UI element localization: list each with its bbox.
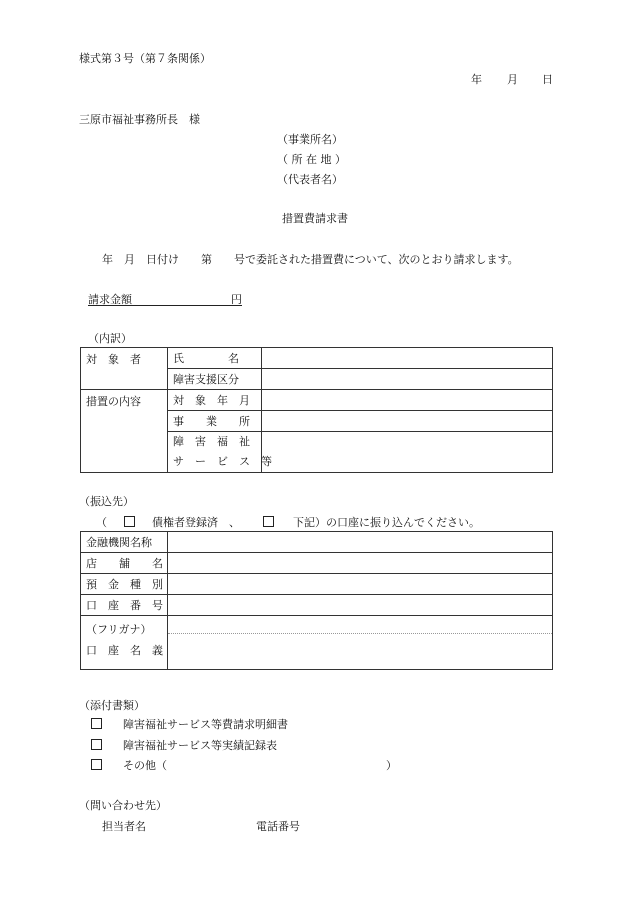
service-label-line2: サ ー ビ ス 等 (173, 455, 272, 468)
target-month-label: 対 象 年 月 (168, 390, 262, 411)
transfer-heading: （振込先） (79, 495, 134, 508)
table-row (81, 390, 553, 411)
representative-label: （代表者名） (277, 173, 343, 186)
account-number-label: 口 座 番 号 (81, 595, 168, 616)
attachment-item (91, 716, 288, 732)
table-row (81, 348, 553, 369)
transfer-instruction (96, 514, 480, 530)
support-level-field[interactable] (262, 369, 553, 390)
deposit-type-label: 預 金 種 別 (81, 574, 168, 595)
branch-label: 店 舗 名 (81, 553, 168, 574)
intro-text: 年 月 日付け 第 号で委託された措置費について、次のとおり請求します。 (102, 253, 519, 266)
account-holder-label: 口 座 名 義 (86, 644, 163, 657)
amount-unit: 円 (231, 293, 242, 306)
support-level-label: 障害支援区分 (168, 369, 262, 390)
below-checkbox[interactable] (263, 516, 274, 527)
attachments-heading: （添付書類） (79, 699, 145, 712)
attachment-label: その他（ (123, 759, 167, 772)
furigana-field[interactable] (168, 616, 552, 634)
registered-checkbox[interactable] (124, 516, 135, 527)
name-label: 氏 名 (168, 348, 262, 369)
date-month-label: 月 (507, 73, 518, 86)
office-name-label: （事業所名） (277, 133, 343, 146)
breakdown-heading: （内訳） (88, 332, 132, 345)
bank-field[interactable] (168, 532, 553, 553)
furigana-label: （フリガナ） (86, 623, 152, 636)
table-row (81, 616, 553, 670)
bank-label: 金融機関名称 (81, 532, 168, 553)
name-field[interactable] (262, 348, 553, 369)
account-holder-cell (81, 616, 168, 670)
target-cell (81, 348, 168, 390)
attachment-checkbox[interactable] (91, 759, 102, 770)
amount-label: 請求金額 (88, 293, 132, 306)
attachment-checkbox[interactable] (91, 718, 102, 729)
document-title: 措置費請求書 (282, 212, 348, 225)
attachment-item (91, 737, 277, 753)
office-field[interactable] (262, 411, 553, 432)
registered-option-label: 債権者登録済 、 (152, 516, 240, 529)
addressee: 三原市福祉事務所長 様 (79, 113, 200, 126)
service-field[interactable] (262, 432, 553, 473)
contact-phone-label: 電話番号 (256, 820, 300, 833)
target-label: 対 象 者 (86, 353, 141, 366)
table-row (81, 553, 553, 574)
attachment-item (91, 757, 167, 773)
deposit-type-field[interactable] (168, 574, 553, 595)
date-day-label: 日 (542, 73, 553, 86)
attachment-label: 障害福祉サービス等費請求明細書 (123, 718, 288, 731)
office-label: 事 業 所 (168, 411, 262, 432)
target-month-field[interactable] (262, 390, 553, 411)
contact-person-label: 担当者名 (102, 820, 146, 833)
address-label: （ 所 在 地 ） (277, 153, 346, 166)
transfer-table (80, 531, 553, 670)
attachment-label: 障害福祉サービス等実績記録表 (123, 739, 277, 752)
attachment-checkbox[interactable] (91, 739, 102, 750)
service-label (168, 432, 272, 473)
below-option-label: 下記）の口座に振り込んでください。 (293, 516, 480, 529)
service-label-line1: 障 害 福 祉 (173, 435, 250, 448)
table-row (81, 595, 553, 616)
breakdown-table (80, 347, 553, 473)
amount-line (88, 291, 242, 306)
content-label: 措置の内容 (81, 390, 168, 473)
contact-heading: （問い合わせ先） (79, 799, 167, 812)
table-row (81, 532, 553, 553)
date-year-label: 年 (471, 73, 482, 86)
account-holder-field[interactable] (168, 616, 553, 670)
account-number-field[interactable] (168, 595, 553, 616)
table-row (81, 574, 553, 595)
instruction-open-paren: （ (96, 516, 107, 529)
branch-field[interactable] (168, 553, 553, 574)
form-number: 様式第３号（第７条関係） (79, 52, 211, 65)
other-close-paren: ） (386, 759, 397, 772)
